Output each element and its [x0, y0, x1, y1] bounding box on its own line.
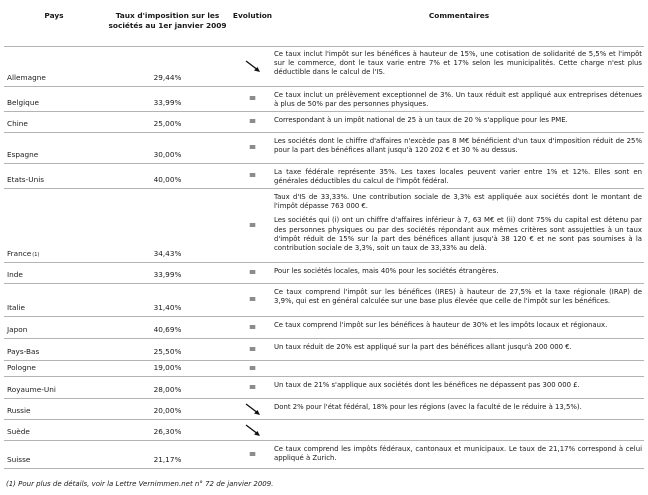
- down-arrow-icon: [231, 46, 274, 86]
- equal-sign: =: [248, 117, 257, 127]
- country-cell: [4, 133, 104, 163]
- comments-cell: [274, 441, 644, 468]
- comment-text: Ce taux inclut un prélèvement exceptionnel de 3%. Un taux réduit est appliqué aux entreprises détenues à plus de 50% par des personnes physiques.: [274, 91, 642, 109]
- equal-sign: =: [248, 143, 257, 153]
- comments-cell: [274, 399, 644, 419]
- comments-cell: [274, 189, 644, 262]
- equal-sign: =: [248, 295, 257, 305]
- table-row: [4, 441, 644, 469]
- country-cell: [4, 377, 104, 398]
- country-name: Royaume-Uni: [7, 385, 56, 394]
- equal-sign: =: [248, 322, 257, 333]
- equal-sign: =: [248, 94, 257, 104]
- equal-sign: =: [248, 171, 257, 181]
- country-cell: [4, 164, 104, 188]
- country-name: Belgique: [7, 98, 39, 107]
- comment-text: Ce taux comprend les impôts fédéraux, cantonaux et municipaux. Le taux de 21,17% correspond à celui appliqué à Zurich.: [274, 445, 642, 463]
- comments-cell: [274, 339, 644, 360]
- table-header: [4, 2, 644, 46]
- rate-cell: 33,99%: [153, 98, 182, 107]
- table-row: [4, 420, 644, 441]
- table-row: [4, 317, 644, 339]
- comment-text: Pour les sociétés locales, mais 40% pour les sociétés étrangères.: [274, 267, 499, 275]
- country-name: Suède: [7, 427, 30, 436]
- comments-cell: [274, 377, 644, 398]
- rate-cell: 34,43%: [153, 249, 182, 258]
- country-name: Allemagne: [7, 73, 46, 82]
- table-row: [4, 339, 644, 361]
- equal-sign: =: [248, 268, 257, 278]
- country-cell: [4, 441, 104, 468]
- header-evolution: Evolution: [232, 11, 273, 20]
- table-row: [4, 112, 644, 133]
- country-name: Espagne: [7, 150, 39, 159]
- country-cell: [4, 420, 104, 440]
- table-row: [4, 87, 644, 112]
- country-name: Inde: [7, 270, 23, 279]
- table-body: [4, 46, 644, 469]
- rate-cell: 19,00%: [153, 363, 182, 372]
- header-rate: Taux d'imposition sur les sociétés au 1er janvier 2009: [108, 11, 227, 30]
- country-cell: [4, 87, 104, 111]
- country-name: Pologne: [7, 363, 36, 372]
- country-cell: [4, 361, 104, 376]
- comment-text: Un taux de 21% s'applique aux sociétés dont les bénéfices ne dépassent pas 300 000 £.: [274, 381, 580, 389]
- comments-cell: [274, 112, 644, 132]
- country-name: Chine: [7, 119, 28, 128]
- table-row: [4, 164, 644, 189]
- comment-text: Un taux réduit de 20% est appliqué sur la part des bénéfices allant jusqu'à 200 000 €.: [274, 343, 572, 351]
- comment-text: La taxe fédérale représente 35%. Les taxes locales peuvent varier entre 1% et 12%. Elles sont en générales déductibles du calcul de l'impôt fédéral.: [274, 168, 642, 186]
- comments-cell: [274, 317, 644, 338]
- down-arrow-icon: [231, 399, 274, 419]
- header-country: Pays: [44, 11, 64, 20]
- comment-text: Ce taux inclut l'impôt sur les bénéfices à hauteur de 15%, une cotisation de solidarité de 5,5% et l'impôt sur le commerce, dont le taux varie entre 7% et 17% selon les municipalités. Cette charge n'est plus déductible dans le calcul de l'IS.: [274, 50, 642, 77]
- down-arrow-icon: [231, 420, 274, 440]
- comment-text: Ce taux comprend l'impôt sur les bénéfices à hauteur de 30% et les impôts locaux et régionaux.: [274, 321, 608, 329]
- header-comments: Commentaires: [428, 11, 490, 20]
- rate-cell: 21,17%: [153, 455, 182, 464]
- comments-cell: [274, 87, 644, 111]
- comments-cell: [274, 46, 644, 86]
- comments-cell: [274, 420, 644, 440]
- country-cell: [4, 46, 104, 86]
- rate-cell: 29,44%: [153, 73, 182, 82]
- country-name: Japon: [7, 325, 28, 334]
- equal-sign: =: [248, 449, 257, 460]
- country-cell: [4, 112, 104, 132]
- comments-cell: [274, 284, 644, 316]
- rate-cell: 25,50%: [153, 347, 182, 356]
- rate-cell: 28,00%: [153, 385, 182, 394]
- comments-cell: [274, 164, 644, 188]
- equal-sign: =: [248, 382, 257, 393]
- table-row: [4, 46, 644, 87]
- country-cell: [4, 399, 104, 419]
- country-name: Italie: [7, 303, 26, 312]
- country-name: Russie: [7, 406, 31, 415]
- rate-cell: 31,40%: [153, 303, 182, 312]
- country-name: Pays-Bas: [7, 347, 40, 356]
- comment-text: Ce taux comprend l'impôt sur les bénéfices (IRES) à hauteur de 27,5% et la taxe régionale (IRAP) de 3,9%, qui est en général calculée sur une base plus élevée que celle de l'impôt sur les bénéfices.: [274, 288, 642, 306]
- comments-cell: [274, 263, 644, 283]
- tax-rate-table: [4, 2, 644, 469]
- table-row: [4, 361, 644, 377]
- rate-cell: 26,30%: [153, 427, 182, 436]
- country-name: Suisse: [7, 455, 31, 464]
- comment-text: Taux d'IS de 33,33%. Une contribution sociale de 3,3% est appliquée aux sociétés dont le montant de l'impôt dépasse 763 000 €.: [274, 193, 642, 211]
- country-cell: [4, 339, 104, 360]
- country-cell: [4, 189, 104, 262]
- footnote-mark: (1): [32, 252, 40, 258]
- table-row: [4, 133, 644, 164]
- comments-cell: [274, 133, 644, 163]
- table-row: [4, 263, 644, 284]
- rate-cell: 40,69%: [153, 325, 182, 334]
- equal-sign: =: [248, 363, 257, 374]
- comment-text: Les sociétés dont le chiffre d'affaires n'excède pas 8 M€ bénéficient d'un taux d'imposition réduit de 25% pour la part des bénéfices allant jusqu'à 120 202 € et 30 % au dessus.: [274, 137, 642, 155]
- comment-text: Les sociétés qui (i) ont un chiffre d'affaires inférieur à 7, 63 M€ et (ii) dont 75% du capital est détenu par des personnes physiques ou par des sociétés répondant aux mêmes critères sont assujetties à un taux d'impôt réduit de 15% sur la part des bénéfices allant jusqu'à 38 120 € et ne sont pas soumises à la contribution sociale de 3,3%, soit un taux de 33,33% au delà.: [274, 216, 642, 253]
- table-row: [4, 189, 644, 263]
- rate-cell: 33,99%: [153, 270, 182, 279]
- rate-cell: 25,00%: [153, 119, 182, 128]
- comment-text: Correspondant à un impôt national de 25 à un taux de 20 % s'applique pour les PME.: [274, 116, 568, 124]
- rate-cell: 30,00%: [153, 150, 182, 159]
- comments-cell: [274, 361, 644, 376]
- country-cell: [4, 284, 104, 316]
- footnote: (1) Pour plus de détails, voir la Lettre Vernimmen.net n° 72 de janvier 2009.: [6, 480, 274, 488]
- country-cell: [4, 317, 104, 338]
- table-row: [4, 399, 644, 420]
- rate-cell: 40,00%: [153, 175, 182, 184]
- table-row: [4, 284, 644, 317]
- table-row: [4, 377, 644, 399]
- country-name: France: [7, 249, 32, 258]
- country-name: Etats-Unis: [7, 175, 45, 184]
- rate-cell: 20,00%: [153, 406, 182, 415]
- comment-text: Dont 2% pour l'état fédéral, 18% pour les régions (avec la faculté de le réduire à 13,5%).: [274, 403, 582, 411]
- equal-sign: =: [248, 220, 257, 231]
- country-cell: [4, 263, 104, 283]
- equal-sign: =: [248, 344, 257, 355]
